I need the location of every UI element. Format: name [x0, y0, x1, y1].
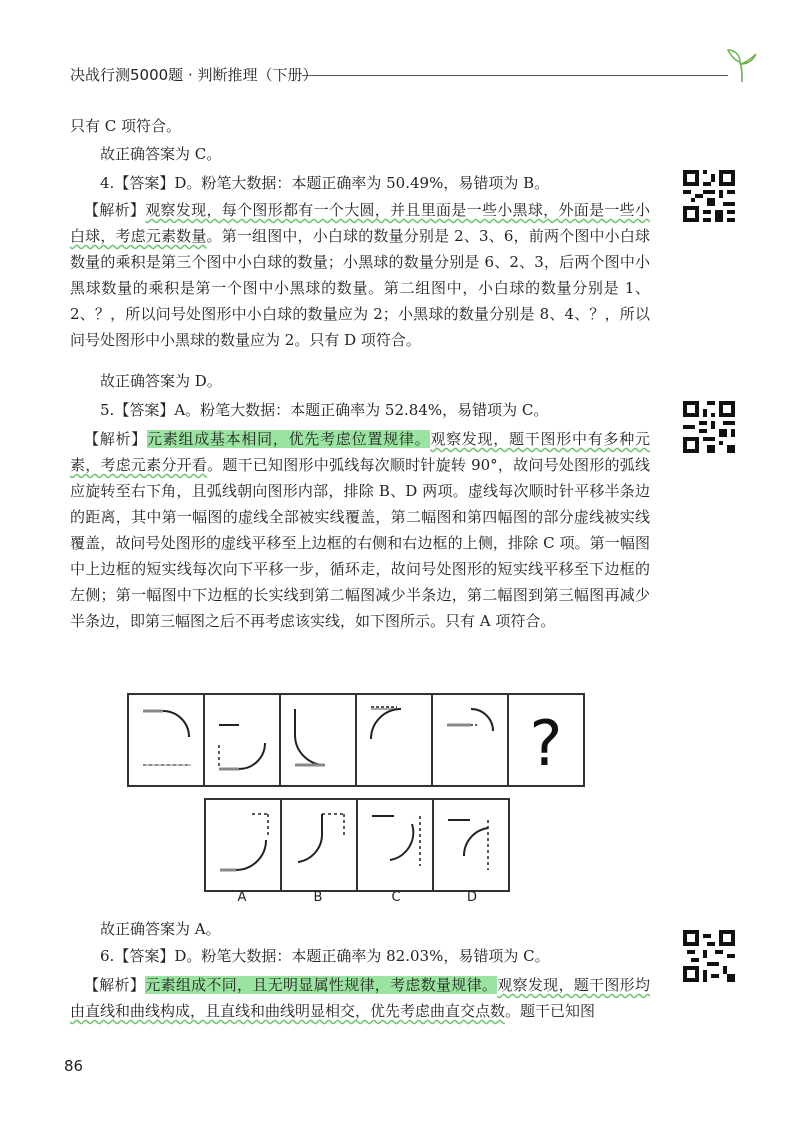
- option-label-b: B: [313, 890, 323, 905]
- book-title: 决战行测5000题 · 判断推理（下册）: [70, 66, 318, 84]
- option-b-figure[interactable]: [282, 798, 358, 892]
- q4-conclusion: 故正确答案为 D。: [100, 372, 222, 390]
- analysis-tag: 【解析】: [84, 976, 146, 994]
- answer-text: D。粉笔大数据：本题正确率为 82.03%，易错项为 C。: [174, 947, 550, 965]
- question-figure-row: [127, 693, 585, 787]
- figure-cell-1: [127, 693, 205, 787]
- qr-code-icon[interactable]: [683, 401, 735, 453]
- answer-text: A。粉笔大数据：本题正确率为 52.84%，易错项为 C。: [174, 401, 549, 419]
- analysis-text: 。第一组图中，小白球的数量分别是 2、3、6，前两个图中小白球数量的乘积是第三个图中小白球的数量；小黑球的数量分别是 6、2、3，后两个图中小黑球数量的乘积是第一个图中小黑球的数量。第二组图中，小白球的数量分别是 1、2、？，所以问号处图形中小白球的数量应为 2；小黑球的数量分别是 8、4、？，所以问号处图形中小黑球的数量应为 2。只有 D 项符合。: [70, 227, 650, 349]
- highlight-phrase: 元素组成不同，且无明显属性规律，考虑数量规律。: [145, 976, 498, 994]
- running-header: [70, 62, 760, 86]
- option-figure-row: [204, 798, 510, 892]
- answer-tag: 【答案】: [114, 401, 175, 419]
- q5-analysis: [70, 426, 650, 634]
- highlight-phrase: 元素组成基本相同，优先考虑位置规律。: [146, 430, 431, 448]
- page-number: 86: [64, 1057, 84, 1075]
- q6-analysis: [70, 972, 650, 1024]
- question-mark-cell: [509, 693, 585, 787]
- key-phrase: 观察发现，题干图形均由直线和曲线构成，且直线和曲线明显相交，优先考虑曲直交点数: [70, 976, 650, 1020]
- option-label-c: C: [391, 890, 401, 905]
- figure-cell-2: [205, 693, 281, 787]
- header-rule: [302, 75, 728, 76]
- answer-tag: 【答案】: [114, 174, 175, 192]
- q5-answer: [70, 397, 650, 423]
- key-phrase: 观察发现，每个图形都有一个大圆，并且里面是一些小黑球，外面是一些小白球，考虑元素数量: [70, 201, 650, 245]
- answer-text: D。粉笔大数据：本题正确率为 50.49%，易错项为 B。: [174, 174, 550, 192]
- question-number: 4.: [100, 174, 115, 192]
- text-line: 故正确答案为 C。: [100, 145, 222, 163]
- analysis-tag: 【解析】: [84, 201, 146, 219]
- figure-cell-4: [357, 693, 433, 787]
- q5-conclusion: 故正确答案为 A。: [100, 920, 221, 938]
- question-number: 5.: [100, 401, 115, 419]
- question-number: 6.: [100, 947, 115, 965]
- figure-cell-5: [433, 693, 509, 787]
- question-mark: ?: [529, 707, 563, 780]
- option-a-figure[interactable]: [204, 798, 282, 892]
- q4-answer: [70, 170, 650, 196]
- option-label-d: D: [466, 890, 477, 905]
- q6-answer: [70, 943, 650, 969]
- key-phrase: 观察发现，题干图形中有多种元素，考虑元素分开看: [70, 430, 650, 474]
- analysis-tag: 【解析】: [84, 430, 147, 448]
- qr-code-icon[interactable]: [683, 930, 735, 982]
- text-line: 只有 C 项符合。: [70, 117, 182, 135]
- qr-code-icon[interactable]: [683, 170, 735, 222]
- option-d-figure[interactable]: [434, 798, 510, 892]
- option-label-a: A: [237, 890, 247, 905]
- q4-analysis: [70, 197, 650, 353]
- answer-tag: 【答案】: [114, 947, 175, 965]
- analysis-text: 。题干已知图形中弧线每次顺时针旋转 90°，故问号处图形的弧线应旋转至右下角，且弧线朝向图形内部，排除 B、D 两项。虚线每次顺时针平移半条边的距离，其中第一幅图的虚线全部被实线覆盖，第二幅图和第四幅图的部分虚线被实线覆盖，故问号处图形的虚线平移至上边框的右侧和右边框的上侧，排除 C 项。第一幅图中上边框的短实线每次向下平移一步，循环走，故问号处图形的短实线平移至下边框的左侧；第一幅图中下边框的长实线到第二幅图减少半条边，第二幅图到第三幅图再减少半条边，即第三幅图之后不再考虑该实线，如下图所示。只有 A 项符合。: [70, 456, 650, 630]
- analysis-text: 。题干已知图: [505, 1002, 596, 1020]
- figure-cell-3: [281, 693, 357, 787]
- sprout-icon: [724, 48, 760, 84]
- option-c-figure[interactable]: [358, 798, 434, 892]
